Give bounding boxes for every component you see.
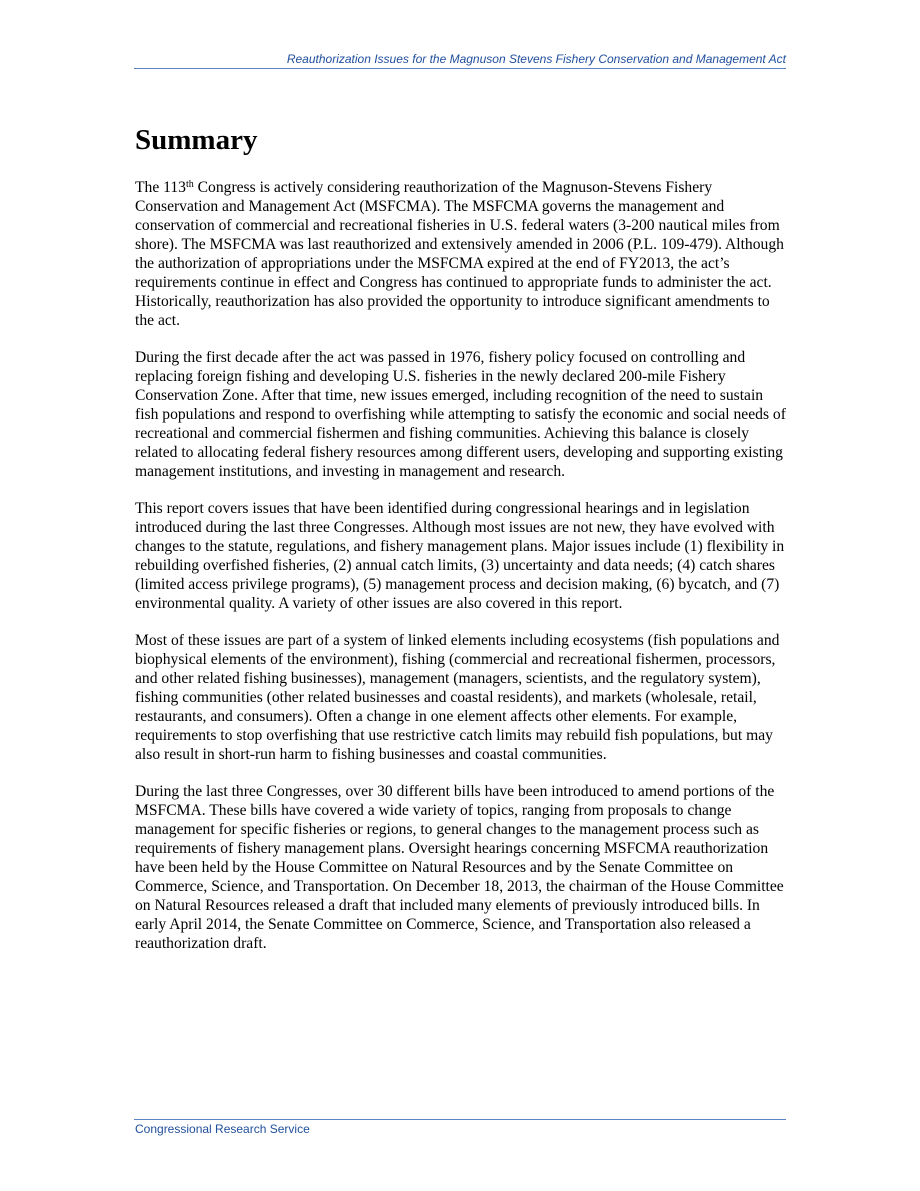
paragraph-1 — [135, 178, 787, 330]
running-header: Reauthorization Issues for the Magnuson Stevens Fishery Conservation and Management Act — [286, 52, 786, 66]
summary-body — [135, 178, 787, 971]
paragraph-1-lead: The 113 — [135, 179, 186, 196]
paragraph-3: This report covers issues that have been identified during congressional hearings and in legislation introduced during the last three Congresses. Although most issues are not new, they have evolved with changes to the statute, regulations, and fishery management plans. Major issues include (1) flexibility in rebuilding overfished fisheries, (2) annual catch limits, (3) uncertainty and data needs; (4) catch shares (limited access privilege programs), (5) management process and decision making, (6) bycatch, and (7) environmental quality. A variety of other issues are also covered in this report. — [135, 500, 785, 612]
ordinal-superscript: th — [185, 179, 194, 190]
header-divider — [134, 68, 786, 69]
paragraph-5: During the last three Congresses, over 30 different bills have been introduced to amend portions of the MSFCMA. These bills have covered a wide variety of topics, ranging from proposals to change management for specific fisheries or regions, to general changes to the management process such as requirements of fishery management plans. Oversight hearings concerning MSFCMA reauthorization have been held by the House Committee on Natural Resources and by the Senate Committee on Commerce, Science, and Transportation. On December 18, 2013, the chairman of the House Committee on Natural Resources released a draft that included many elements of previously introduced bills. In early April 2014, the Senate Committee on Commerce, Science, and Transportation also released a reauthorization draft. — [135, 783, 784, 952]
section-title: Summary — [135, 124, 258, 156]
paragraph-4: Most of these issues are part of a system of linked elements including ecosystems (fish populations and biophysical elements of the environment), fishing (commercial and recreational fishermen, processors, and other related fishing businesses), management (managers, scientists, and the regulatory system), fishing communities (other related businesses and coastal residents), and markets (wholesale, retail, restaurants, and consumers). Often a change in one element affects other elements. For example, requirements to stop overfishing that use restrictive catch limits may rebuild fish populations, but may also result in short-run harm to fishing businesses and coastal communities. — [135, 632, 780, 763]
footer-organization: Congressional Research Service — [135, 1122, 310, 1136]
paragraph-1-text: Congress is actively considering reauthorization of the Magnuson-Stevens Fishery Conservation and Management Act (MSFCMA). The MSFCMA governs the management and conservation of commercial and recreational fisheries in U.S. federal waters (3-200 nautical miles from shore). The MSFCMA was last reauthorized and extensively amended in 2006 (P.L. 109-479). Although the authorization of appropriations under the MSFCMA expired at the end of FY2013, the act’s requirements continue in effect and Congress has continued to appropriate funds to administer the act. Historically, reauthorization has also provided the opportunity to introduce significant amendments to the act. — [135, 179, 784, 329]
footer-divider — [134, 1119, 786, 1120]
paragraph-2: During the first decade after the act was passed in 1976, fishery policy focused on controlling and replacing foreign fishing and developing U.S. fisheries in the newly declared 200-mile Fishery Conservation Zone. After that time, new issues emerged, including recognition of the need to sustain fish populations and respond to overfishing while attempting to satisfy the economic and social needs of recreational and commercial fishermen and fishing communities. Achieving this balance is closely related to allocating federal fishery resources among different users, developing and supporting existing management institutions, and investing in management and research. — [135, 349, 786, 480]
